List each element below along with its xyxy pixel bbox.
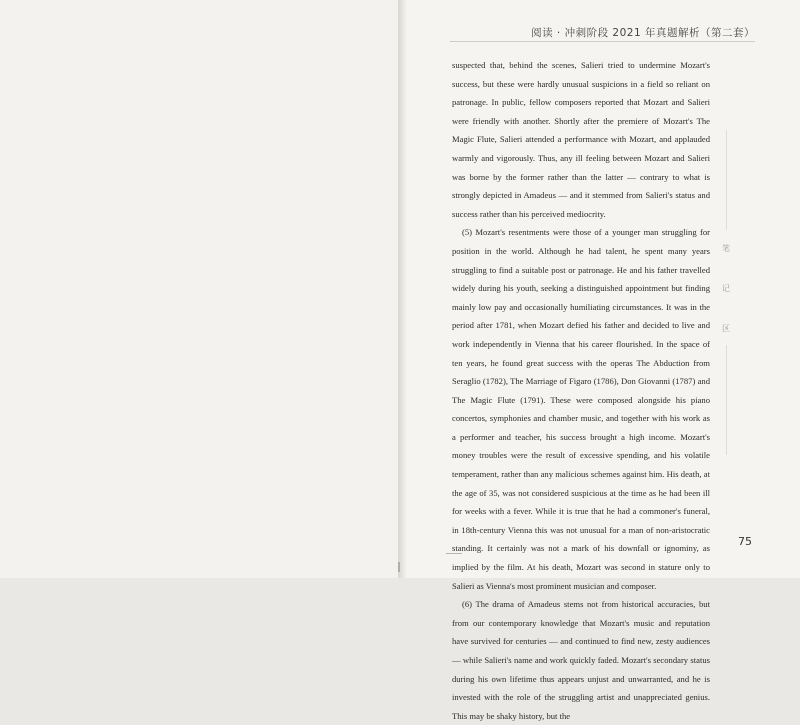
header-rule [450, 41, 755, 42]
edge-mark [398, 562, 400, 572]
margin-note: 区 [722, 324, 730, 333]
article-body [452, 56, 710, 725]
running-head: 阅读 · 冲刺阶段 2021 年真题解析（第二套） [531, 27, 755, 39]
margin-rule [726, 345, 727, 455]
paragraph: (5) Mozart's resentments were those of a younger man struggling for position in the world. Although he had talent, he spent many years struggling to find a suitable post or patronage. He and his father travelled widely during his youth, seeking a distinguished appointment but finding mainly low pay and occasionally humiliating circumstances. It was in the period after 1781, when Mozart defied his father and decided to live and work independently in Vienna that his career flourished. In the space of ten years, he found great success with the operas The Abduction from Seraglio (1782), The Marriage of Figaro (1786), Don Giovanni (1787) and The Magic Flute (1791). These were composed alongside his piano concertos, symphonies and chamber music, and together with his work as a performer and teacher, his success brought a high income. Mozart's money troubles were the result of excessive spending, and his volatile temperament, rather than any malicious schemes against him. His death, at the age of 35, was not considered suspicious at the time as he had been ill for weeks with a fever. While it is true that he had a commoner's funeral, in 18th-century Vienna this was not unusual for a man of non-aristocratic standing. It certainly was not a mark of his downfall or ignominy, as implied by the film. At his death, Mozart was second in stature only to Salieri as Vienna's most prominent musician and composer. [452, 227, 710, 591]
margin-rule [726, 130, 727, 230]
paragraph: suspected that, behind the scenes, Salieri tried to undermine Mozart's success, but these were hardly unusual suspicions in a field so reliant on patronage. In public, fellow composers reported that Mozart and Salieri were friendly with another. Shortly after the premiere of Mozart's The Magic Flute, Salieri attended a performance with Mozart, and applauded warmly and vigorously. Thus, any ill feeling between Mozart and Salieri was borne by the former rather than the latter — contrary to what is strongly depicted in Amadeus — and it stemmed from Salieri's status and success rather than his perceived mediocrity. [452, 60, 710, 219]
margin-note: 记 [722, 284, 730, 293]
margin-note: 笔 [722, 244, 730, 253]
paragraph: (6) The drama of Amadeus stems not from historical accuracies, but from our contemporary knowledge that Mozart's music and reputation have survived for centuries — and continued to find new, zesty audiences — while Salieri's name and work quickly faded. Mozart's secondary status during his own lifetime thus appears unjust and unwarranted, and he is invested with the role of the struggling artist and unappreciated genius. This may be shaky history, but the [452, 599, 710, 721]
left-page [0, 0, 402, 578]
footer-dash [446, 553, 462, 554]
page-number: 75 [738, 535, 752, 548]
